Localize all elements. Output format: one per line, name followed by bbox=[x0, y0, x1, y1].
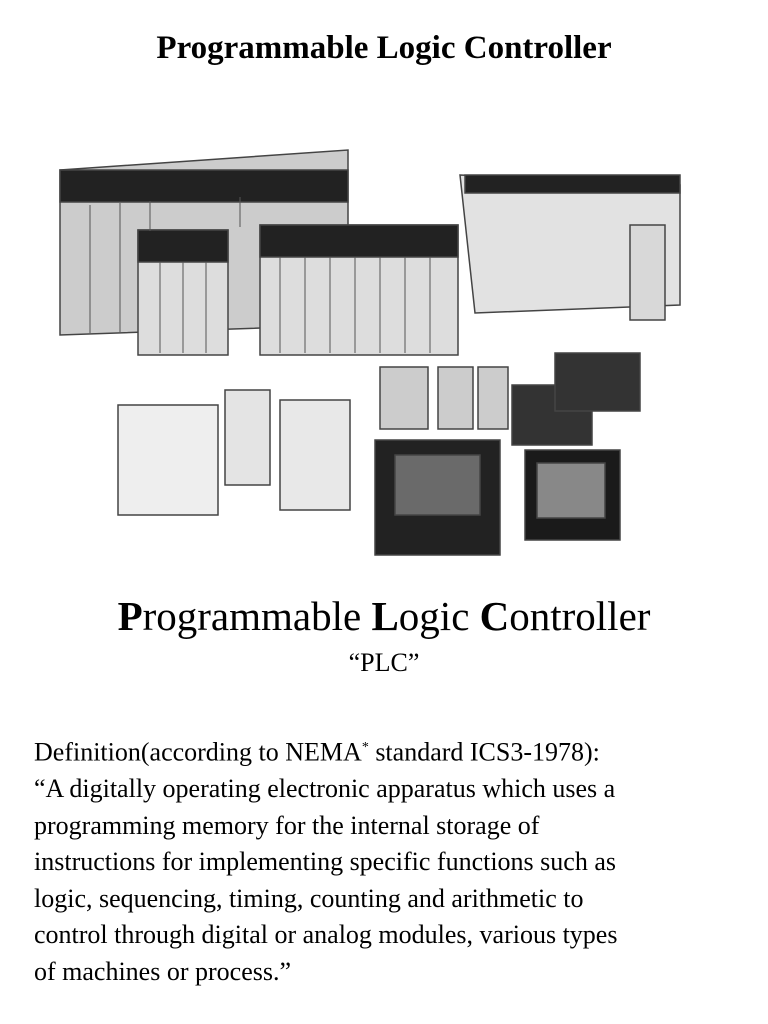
definition-intro bbox=[34, 730, 734, 771]
page-title: Programmable Logic Controller bbox=[156, 30, 612, 66]
heading-text-l: ogic bbox=[398, 593, 480, 639]
heading-text-c: ontroller bbox=[509, 593, 651, 639]
plc-abbreviation: “PLC” bbox=[348, 648, 420, 677]
intro-text: Definition(according to NEMA bbox=[34, 737, 362, 767]
definition-line: programming memory for the internal storage of bbox=[34, 810, 540, 840]
intro-text-end: standard ICS3-1978): bbox=[368, 737, 600, 767]
heading-initial-p: P bbox=[117, 593, 143, 639]
definition-paragraph bbox=[34, 730, 734, 990]
heading-text-p: rogrammable bbox=[142, 593, 372, 639]
footnote-mark: * bbox=[361, 740, 369, 755]
heading-initial-c: C bbox=[479, 593, 510, 639]
plc-hardware-photo bbox=[50, 135, 700, 565]
definition-line: instructions for implementing specific functions such as bbox=[34, 847, 616, 877]
definition-line: logic, sequencing, timing, counting and arithmetic to bbox=[34, 883, 584, 913]
definition-line: of machines or process.” bbox=[34, 956, 292, 986]
definition-line: “A digitally operating electronic apparatus which uses a bbox=[34, 774, 616, 804]
heading-initial-l: L bbox=[371, 593, 399, 639]
plc-heading bbox=[0, 592, 768, 640]
definition-line: control through digital or analog modules, various types bbox=[34, 920, 618, 950]
